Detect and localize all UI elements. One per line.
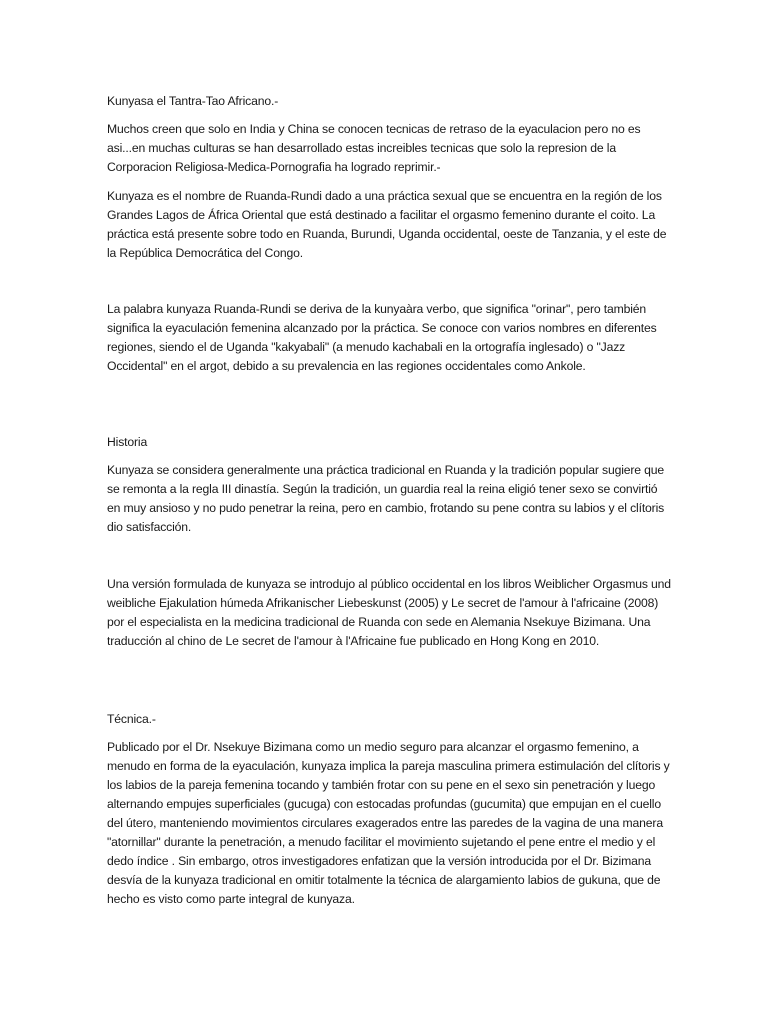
definition-paragraph: Kunyaza es el nombre de Ruanda-Rundi dado a una práctica sexual que se encuentra en la región de los Grandes Lagos de África Oriental que está destinado a facilitar el orgasmo femenino durante el coito. La práctica está presente sobre todo en Ruanda, Burundi, Uganda occidental, oeste de Tanzania, y el este de la República Democrática del Congo. xyxy=(107,189,667,260)
historia-paragraph-1: Kunyaza se considera generalmente una práctica tradicional en Ruanda y la tradición popular sugiere que se remonta a la regla III dinastía. Según la tradición, un guardia real la reina eligió tener sexo se convirtió en muy ansioso y no pudo penetrar la reina, pero en cambio, frotando su pene contra su labios y el clítoris dio satisfacción. xyxy=(107,463,665,534)
historia-paragraph-2: Una versión formulada de kunyaza se introdujo al público occidental en los libros Weiblicher Orgasmus und weibliche Ejakulation húmeda Afrikanischer Liebeskunst (2005) y Le secret de l'amour à l'africaine (2008) por el especialista en la medicina tradicional de Ruanda con sede en Alemania Nsekuye Bizimana. Una traducción al chino de Le secret de l'amour à l'Africaine fue publicado en Hong Kong en 2010. xyxy=(107,577,671,648)
section-heading-tecnica: Técnica.- xyxy=(107,712,156,726)
etymology-paragraph: La palabra kunyaza Ruanda-Rundi se deriva de la kunyaàra verbo, que significa "orinar", pero también significa la eyaculación femenina alcanzado por la práctica. Se conoce con varios nombres en diferentes regiones, siendo el de Uganda "kakyabali" (a menudo kachabali en la ortografía inglesado) o "Jazz Occidental" en el argot, debido a su prevalencia en las regiones occidentales como Ankole. xyxy=(107,302,657,373)
document-title: Kunyasa el Tantra-Tao Africano.- xyxy=(107,94,279,108)
intro-paragraph: Muchos creen que solo en India y China se conocen tecnicas de retraso de la eyaculacion pero no es asi...en muchas culturas se han desarrollado estas increibles tecnicas que solo la represion de la Corporacion Religiosa-Medica-Pornografia ha logrado reprimir.- xyxy=(107,122,641,174)
tecnica-paragraph: Publicado por el Dr. Nsekuye Bizimana como un medio seguro para alcanzar el orgasmo femenino, a menudo en forma de la eyaculación, kunyaza implica la pareja masculina primera estimulación del clítoris y los labios de la pareja femenina tocando y también frotar con su pene en el sexo sin penetración y luego alternando empujes superficiales (gucuga) con estocadas profundas (gucumita) que empujan en el cuello del útero, manteniendo movimientos circulares exagerados entre las paredes de la vagina de una manera "atornillar" durante la penetración, a menudo facilitar el movimiento sujetando el pene entre el medio y el dedo índice . Sin embargo, otros investigadores enfatizan que la versión introducida por el Dr. Bizimana desvía de la kunyaza tradicional en omitir totalmente la técnica de alargamiento labios de gukuna, que de hecho es visto como parte integral de kunyaza. xyxy=(107,740,670,906)
section-heading-historia: Historia xyxy=(107,435,148,449)
